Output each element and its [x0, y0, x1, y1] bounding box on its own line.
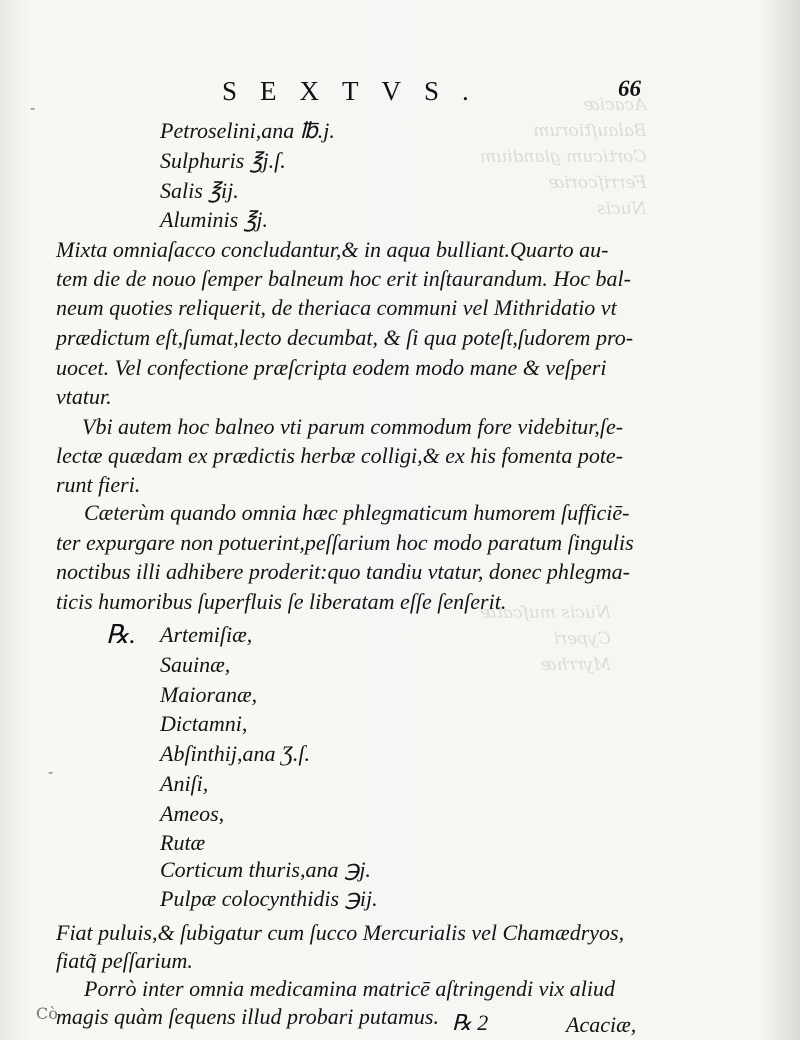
catchword: Acaciæ, [566, 1012, 637, 1037]
paragraph-line: vtatur. [56, 384, 112, 409]
paragraph-line: lectæ quædam ex prædictis herbæ colligi,& ex his fomenta pote- [56, 443, 624, 468]
margin-mark: - [48, 762, 54, 781]
ingredient-line: Corticum thuris,ana ℈j. [160, 857, 371, 882]
ingredient-line: Aniſi, [160, 771, 209, 796]
catchword-recipe-symbol: ℞ 2 [452, 1010, 489, 1035]
paragraph-line: ter expurgare non potuerint,peſſarium hoc modo paratum ſingulis [56, 530, 634, 555]
ingredient-line: Artemiſiæ, [160, 622, 253, 647]
paragraph-line: Cæterùm quando omnia hæc phlegmaticum humorem ſufficiē- [84, 500, 630, 525]
ingredient-line: Abſinthij,ana Ʒ.ſ. [160, 741, 311, 766]
margin-mark: - [30, 98, 36, 117]
paragraph-line: prædictum eſt,ſumat,lecto decumbat, & ſi qua poteſt,ſudorem pro- [56, 325, 634, 350]
ingredient-line: Petroselini,ana ℔.j. [160, 118, 335, 143]
bleed-through-text: Nucis muſcatæ Cyperi Myrrhæ [480, 603, 611, 675]
paragraph-line: neum quoties reliquerit, de theriaca communi vel Mithridatio vt [56, 295, 617, 320]
ingredient-line: Aluminis ℥j. [160, 207, 269, 232]
ingredient-line: Sulphuris ℥j.ſ. [160, 148, 286, 173]
paragraph-line: runt fieri. [56, 472, 141, 497]
margin-mark: Cò [36, 1004, 58, 1023]
paragraph-line: tem die de nouo ſemper balneum hoc erit inſtaurandum. Hoc bal- [56, 266, 631, 291]
paragraph-line: magis quàm ſequens illud probari putamus. [56, 1004, 439, 1029]
ingredient-line: Dictamni, [160, 711, 248, 736]
recipe-symbol: ℞. [106, 620, 136, 649]
paragraph-line: Vbi autem hoc balneo vti parum commodum fore videbitur,ſe- [82, 414, 624, 439]
paragraph-line: Porrò inter omnia medicamina matricē aſtringendi vix aliud [84, 976, 615, 1001]
paragraph-line: Mixta omniaſacco concludantur,& in aqua bulliant.Quarto au- [56, 237, 609, 262]
running-head: SEXTVS. [222, 76, 492, 106]
page-number: 66 [618, 76, 641, 101]
ingredient-line: Pulpæ colocynthidis ℈ij. [160, 886, 378, 911]
ingredient-line: Maioranæ, [160, 682, 258, 707]
paragraph-line: Fiat puluis,& ſubigatur cum ſucco Mercurialis vel Chamædryos, [56, 920, 625, 945]
paragraph-line: uocet. Vel confectione præſcripta eodem modo mane & veſperi [56, 355, 607, 380]
ingredient-line: Sauinæ, [160, 652, 231, 677]
ingredient-line: Rutæ [160, 830, 206, 855]
ingredient-line: Ameos, [160, 801, 225, 826]
paragraph-line: ticis humoribus ſuperfluis ſe liberatam eſſe ſenſerit. [56, 589, 507, 614]
paragraph-line: fiatq̃ peſſarium. [56, 948, 193, 973]
bleed-through-text: Acaciæ Balauſtiorum Corticum glandium Ferriſcoriæ Nucis [480, 95, 647, 219]
ingredient-line: Salis ℥ij. [160, 178, 239, 203]
paragraph-line: noctibus illi adhibere proderit:quo tandiu vtatur, donec phlegma- [56, 559, 630, 584]
